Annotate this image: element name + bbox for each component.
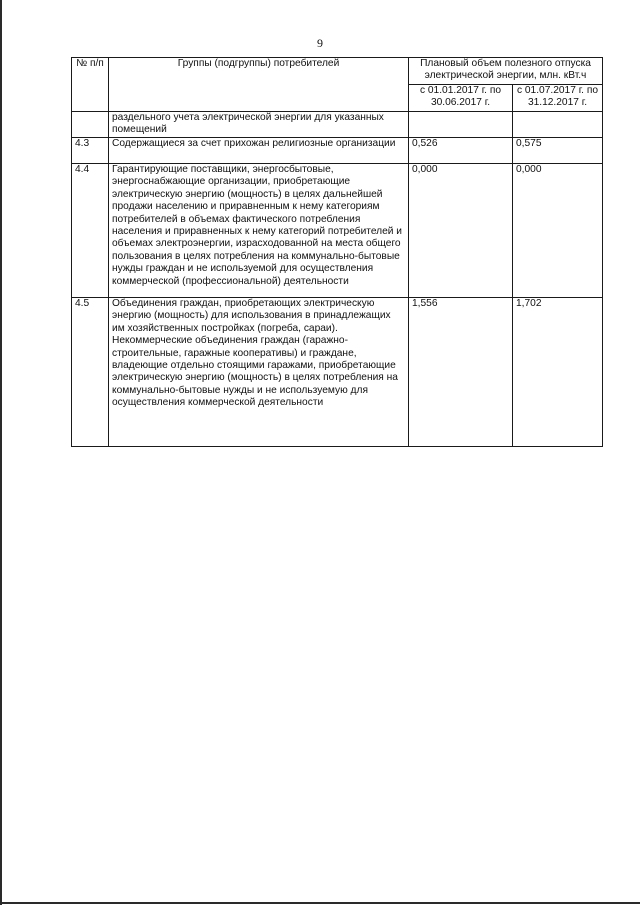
- row-value-first-half: [409, 112, 513, 138]
- row-value-second-half: 0,575: [513, 138, 603, 164]
- row-value-first-half: 0,526: [409, 138, 513, 164]
- page-number: 9: [317, 36, 323, 50]
- row-number: 4.4: [72, 164, 109, 298]
- row-group-text: [109, 298, 409, 447]
- row-value-first-half: 0,000: [409, 164, 513, 298]
- row-value-second-half: [513, 112, 603, 138]
- scan-left-edge: [0, 0, 2, 905]
- row-group-text: Гарантирующие поставщики, энергосбытовые, энергоснабжающие организации, приобретающие электрическую энергию (мощность) в целях дальнейшей продажи населению и приравненным к нему категориям потребителей в объемах фактического потребления населения и приравненных к нему категорий потребителей и объемах электроэнергии, израсходованной на места общего пользования в целях потребления на коммунально-бытовые нужды граждан и не используемой для осуществления коммерческой (профессиональной) деятельности: [109, 164, 409, 298]
- row-value-second-half: 0,000: [513, 164, 603, 298]
- table-row: [72, 138, 603, 164]
- consumer-groups-table: [71, 57, 603, 447]
- row-group-text: Содержащиеся за счет прихожан религиозные организации: [109, 138, 409, 164]
- row-group-paragraph: Некоммерческие объединения граждан (гаражно-строительные, гаражные кооперативы) и граждане, владеющие отдельно стоящими гаражами, приобретающие электрическую энергию (мощность) в целях потребления на коммунально-бытовые нужды и не используемую для осуществления коммерческой деятельности: [112, 335, 398, 409]
- header-period-second-half: с 01.07.2017 г. по 31.12.2017 г.: [513, 85, 603, 112]
- table-row: [72, 298, 603, 447]
- scan-bottom-edge: [0, 902, 640, 904]
- table-header-row: [72, 58, 603, 85]
- row-value-second-half: 1,702: [513, 298, 603, 447]
- table-row: [72, 164, 603, 298]
- header-period-first-half: с 01.01.2017 г. по 30.06.2017 г.: [409, 85, 513, 112]
- row-number: [72, 112, 109, 138]
- row-group-paragraph: Объединения граждан, приобретающих электрическую энергию (мощность) для использования в принадлежащих им хозяйственных постройках (погреба, сараи).: [112, 298, 391, 334]
- row-value-first-half: 1,556: [409, 298, 513, 447]
- header-planned-volume: Плановый объем полезного отпуска электрической энергии, млн. кВт.ч: [409, 58, 603, 85]
- header-number: № п/п: [72, 58, 109, 112]
- header-consumer-groups: Группы (подгруппы) потребителей: [109, 58, 409, 112]
- row-group-text: раздельного учета электрической энергии для указанных помещений: [109, 112, 409, 138]
- row-number: 4.3: [72, 138, 109, 164]
- table-row: [72, 112, 603, 138]
- row-number: 4.5: [72, 298, 109, 447]
